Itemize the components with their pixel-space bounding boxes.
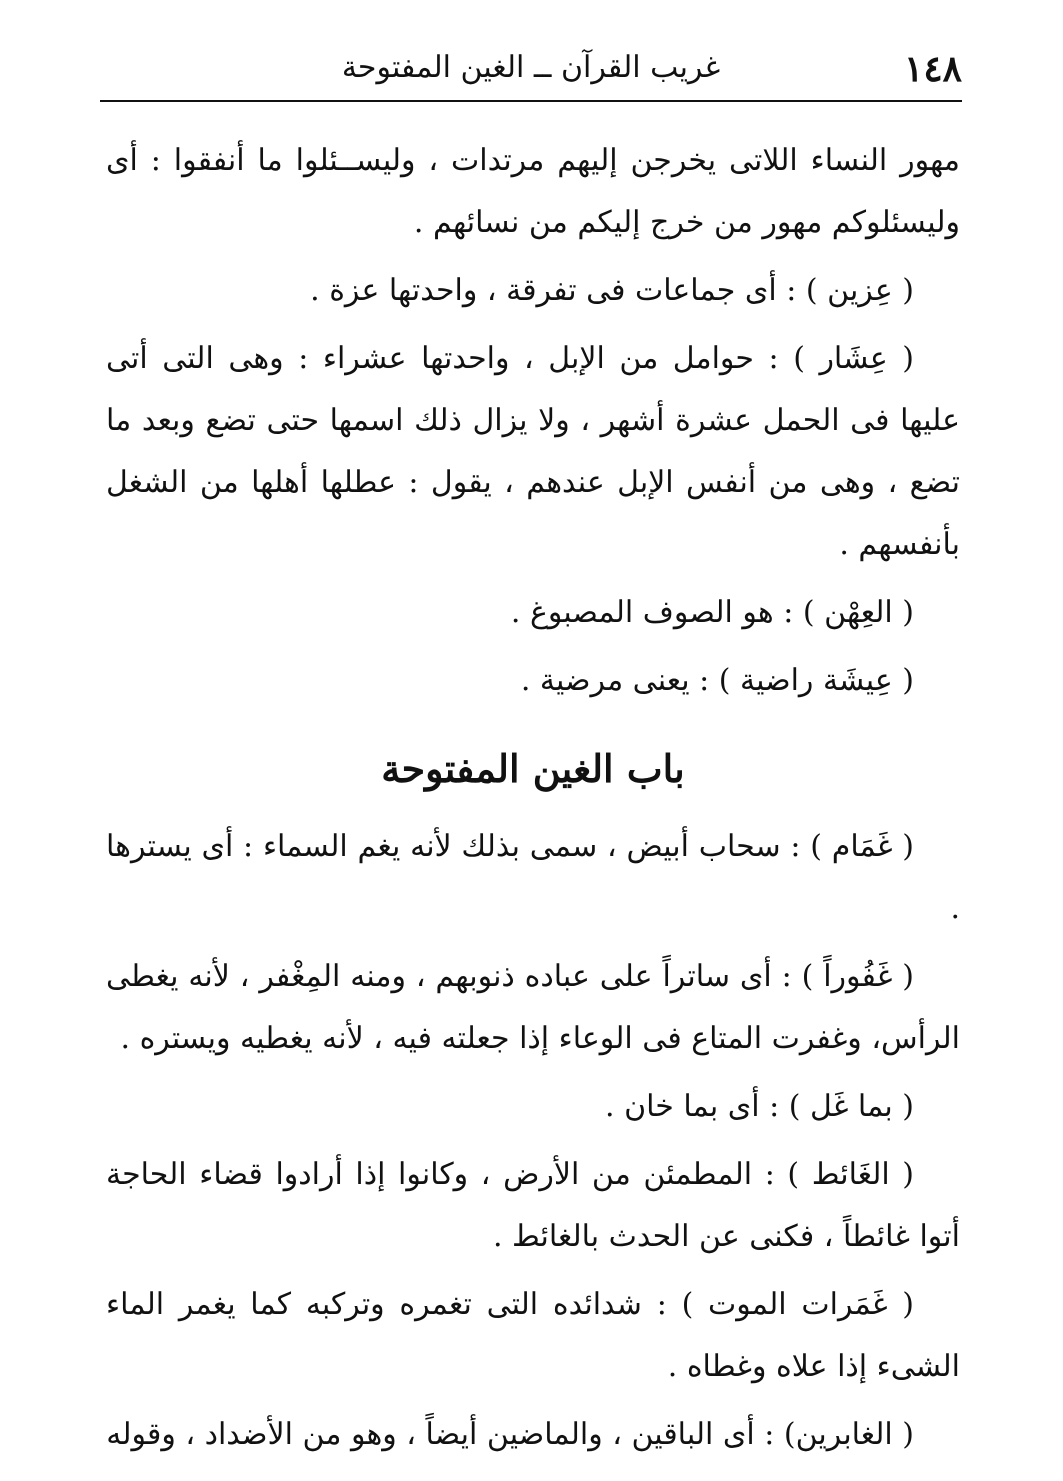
entry-ishar: ( عِشَار ) : حوامل من الإبل ، واحدتها عشراء : وهى التى أتى عليها فى الحمل عشرة أشهر ، ولا يزال ذلك اسمها حتى تضع وبعد ما تضع ، وهى من أنفس الإبل عندهم ، يقول : عطلها أهلها من الشغل بأنفسهم .: [106, 341, 960, 562]
entry-ghabirin: ( الغابرين) : أى الباقين ، والماضين أيضاً ، وهو من الأضداد ، وقوله: [106, 1417, 914, 1452]
entry-ghafur: ( غَفُوراً ) : أى ساتراً على عباده ذنوبهم ، ومنه المِغْفر ، لأنه يغطى الرأس، وغفرت المتاع فى الوعاء إذا جعلته فيه ، لأنه يغطيه ويستره .: [106, 959, 960, 1056]
page-body: [106, 130, 960, 1472]
entry-izin: ( عِزين ) : أى جماعات فى تفرقة ، واحدتها عزة .: [310, 273, 914, 308]
paragraph-mahur: مهور النساء اللاتى يخرجن إليهم مرتدات ، وليســئلوا ما أنفقوا : أى وليسئلوكم مهور من خرج إليكم من نسائهم .: [106, 143, 960, 240]
entry-isha: ( عِيشَة راضية ) : يعنى مرضية .: [520, 663, 914, 698]
section-heading: باب الغين المفتوحة: [381, 746, 685, 791]
entry-ghaet: ( الغَائط ) : المطمئن من الأرض ، وكانوا إذا أرادوا قضاء الحاجة أتوا غائطاً ، فكنى عن الحدث بالغائط .: [106, 1157, 960, 1254]
entry-ghamam: ( غَمَام ) : سحاب أبيض ، سمى بذلك لأنه يغم السماء : أى يسترها .: [106, 829, 960, 926]
page-header: [100, 40, 962, 100]
entry-ghal: ( بما غَل ) : أى بما خان .: [605, 1089, 914, 1124]
header-rule: [100, 100, 962, 102]
page-number: ١٤٨: [903, 48, 962, 90]
entry-ghamarat: ( غَمَرات الموت ) : شدائده التى تغمره وتركبه كما يغمر الماء الشىء إذا علاه وغطاه .: [106, 1287, 960, 1384]
running-title: غريب القرآن ــ الغين المفتوحة: [341, 50, 721, 85]
entry-ihn: ( العِهْن ) : هو الصوف المصبوغ .: [510, 595, 914, 630]
